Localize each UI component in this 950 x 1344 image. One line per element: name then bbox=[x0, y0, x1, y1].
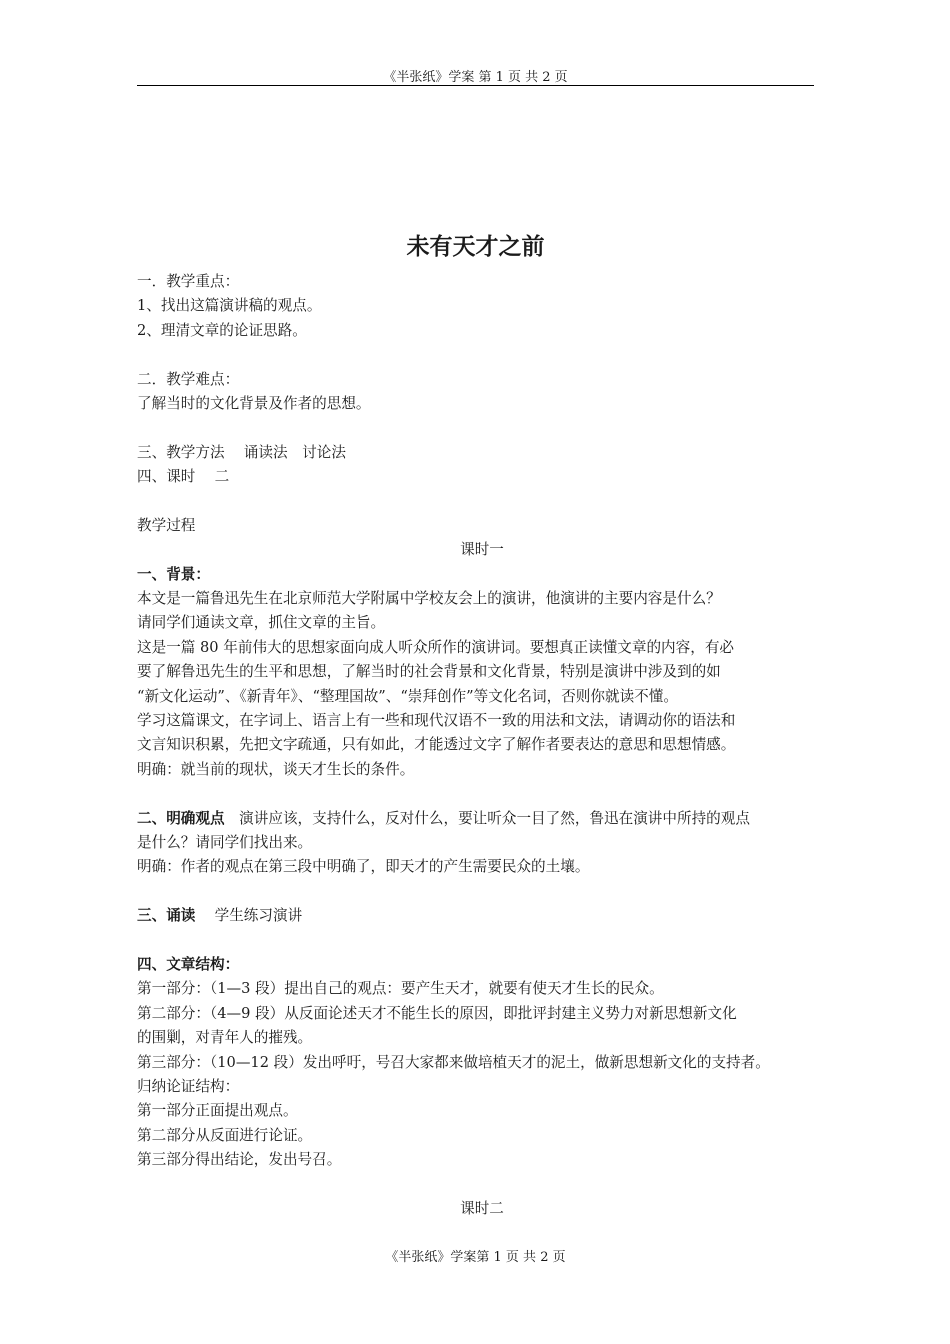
viewpoint-heading: 二、明确观点 bbox=[137, 809, 225, 827]
key-point-item: 2、理清文章的论证思路。 bbox=[137, 321, 307, 339]
class-hours: 四、课时 二 bbox=[137, 468, 230, 486]
structure-line: 第二部分从反面进行论证。 bbox=[137, 1126, 313, 1144]
key-point-item: 1、找出这篇演讲稿的观点。 bbox=[137, 297, 322, 315]
lesson-one-heading: 课时一 bbox=[460, 541, 504, 559]
recite-paragraph bbox=[137, 904, 827, 928]
background-line: 学习这篇课文，在字词上、语言上有一些和现代汉语不一致的用法和文法，请调动你的语法和 bbox=[137, 712, 736, 730]
recite-heading: 三、诵读 bbox=[137, 907, 196, 925]
document-body bbox=[137, 270, 827, 1221]
lesson-two-heading: 课时二 bbox=[460, 1199, 504, 1217]
structure-line: 第二部分：（4—9 段）从反面论述天才不能生长的原因，即批评封建主义势力对新思想新文化 bbox=[137, 1004, 737, 1022]
difficulty-text: 了解当时的文化背景及作者的思想。 bbox=[137, 394, 371, 412]
key-points-heading: 一．教学重点： bbox=[137, 273, 240, 290]
structure-line: 第三部分：（10—12 段）发出呼吁，号召大家都来做培植天才的泥土，做新思想新文化的支持者。 bbox=[137, 1053, 770, 1071]
process-heading: 教学过程 bbox=[137, 516, 196, 534]
background-line: 文言知识积累，先把文字疏通，只有如此，才能透过文字了解作者要表达的意思和思想情感。 bbox=[137, 736, 736, 754]
viewpoint-answer: 明确：作者的观点在第三段中明确了，即天才的产生需要民众的土壤。 bbox=[137, 858, 590, 876]
viewpoint-text: 演讲应该，支持什么，反对什么，要让听众一目了然，鲁迅在演讲中所持的观点 bbox=[224, 809, 750, 827]
structure-line: 第一部分：（1—3 段）提出自己的观点：要产生天才，就要有使天才生长的民众。 bbox=[137, 980, 664, 998]
recite-text: 学生练习演讲 bbox=[195, 907, 303, 925]
difficulty-heading: 二．教学难点： bbox=[137, 370, 240, 388]
page-header: 《半张纸》学案 第 1 页 共 2 页 bbox=[383, 70, 568, 85]
structure-line: 第一部分正面提出观点。 bbox=[137, 1102, 298, 1120]
background-heading: 一、背景： bbox=[137, 565, 210, 583]
structure-line: 第三部分得出结论，发出号召。 bbox=[137, 1151, 342, 1169]
document-title: 未有天才之前 bbox=[406, 234, 545, 260]
structure-line: 的围剿，对青年人的摧残。 bbox=[137, 1029, 313, 1047]
teaching-method: 三、教学方法 诵读法 讨论法 bbox=[137, 443, 346, 461]
viewpoint-text: 是什么？请同学们找出来。 bbox=[137, 833, 313, 851]
page-footer: 《半张纸》学案第 1 页 共 2 页 bbox=[385, 1250, 566, 1265]
background-line: 本文是一篇鲁迅先生在北京师范大学附属中学校友会上的演讲，他演讲的主要内容是什么？ bbox=[137, 590, 721, 608]
structure-heading: 四、文章结构： bbox=[137, 955, 240, 973]
structure-line: 归纳论证结构： bbox=[137, 1077, 240, 1095]
background-line: 明确：就当前的现状，谈天才生长的条件。 bbox=[137, 760, 415, 778]
viewpoint-paragraph bbox=[137, 807, 827, 831]
background-line: 请同学们通读文章，抓住文章的主旨。 bbox=[137, 614, 386, 632]
header-rule bbox=[137, 85, 814, 86]
background-line: “新文化运动”、《新青年》、“整理国故”、“崇拜创作”等文化名词，否则你就读不懂。 bbox=[137, 687, 678, 705]
background-line: 要了解鲁迅先生的生平和思想，了解当时的社会背景和文化背景，特别是演讲中涉及到的如 bbox=[137, 663, 721, 681]
background-line: 这是一篇 80 年前伟大的思想家面向成人听众所作的演讲词。要想真正读懂文章的内容，有必 bbox=[137, 638, 735, 656]
